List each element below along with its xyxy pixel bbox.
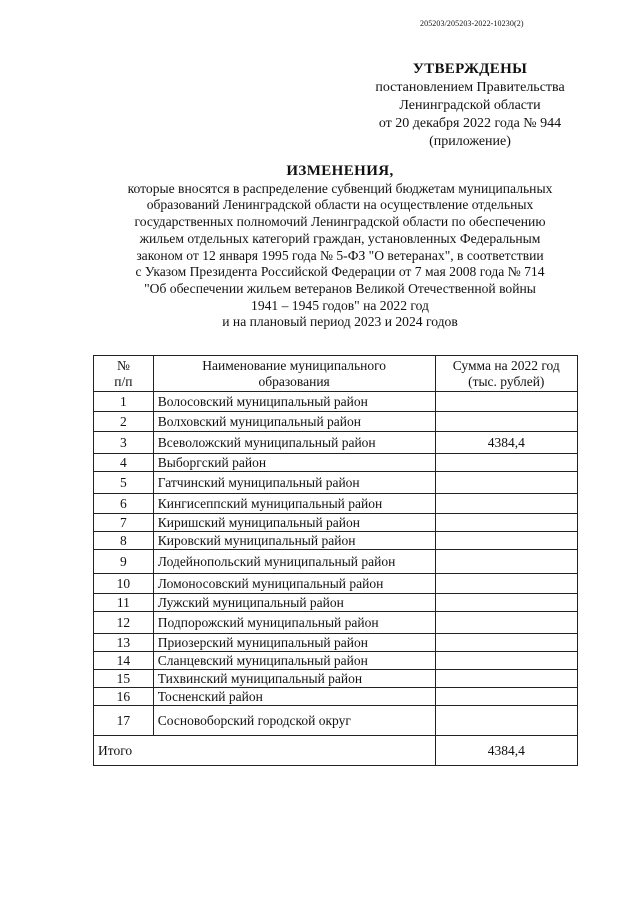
row-sum (435, 514, 577, 532)
row-municipality: Гатчинский муниципальный район (153, 472, 435, 494)
row-sum (435, 494, 577, 514)
table-row (94, 574, 578, 594)
row-sum (435, 652, 577, 670)
table-row (94, 532, 578, 550)
row-sum (435, 550, 577, 574)
row-number: 17 (94, 706, 154, 736)
table-row (94, 706, 578, 736)
table-total-row (94, 736, 578, 766)
row-sum (435, 392, 577, 412)
title-line: жильем отдельных категорий граждан, установленных Федеральным (139, 230, 541, 246)
row-municipality: Лодейнопольский муниципальный район (153, 550, 435, 574)
document-title (60, 163, 620, 331)
document-id: 205203/205203-2022-10230(2) (420, 19, 524, 28)
approval-line: постановлением Правительства (375, 80, 565, 95)
table-row (94, 670, 578, 688)
subvention-table (93, 355, 578, 766)
title-line: и на плановый период 2023 и 2024 годов (222, 314, 458, 330)
row-sum: 4384,4 (435, 432, 577, 454)
table-row (94, 392, 578, 412)
title-line: законом от 12 января 1995 года № 5-ФЗ "О ветеранах", в соответствии (136, 247, 544, 263)
row-municipality: Кингисеппский муниципальный район (153, 494, 435, 514)
header-num: № п/п (94, 356, 154, 392)
row-municipality: Кировский муниципальный район (153, 532, 435, 550)
row-number: 5 (94, 472, 154, 494)
row-municipality: Волховский муниципальный район (153, 412, 435, 432)
table-header-row (94, 356, 578, 392)
row-municipality: Сосновоборский городской округ (153, 706, 435, 736)
row-municipality: Лужский муниципальный район (153, 594, 435, 612)
table-row (94, 612, 578, 634)
row-sum (435, 706, 577, 736)
row-number: 14 (94, 652, 154, 670)
row-sum (435, 412, 577, 432)
row-municipality: Приозерский муниципальный район (153, 634, 435, 652)
row-number: 4 (94, 454, 154, 472)
row-municipality: Тосненский район (153, 688, 435, 706)
table-row (94, 514, 578, 532)
row-number: 6 (94, 494, 154, 514)
header-sum: Сумма на 2022 год (тыс. рублей) (435, 356, 577, 392)
row-municipality: Ломоносовский муниципальный район (153, 574, 435, 594)
row-sum (435, 688, 577, 706)
table-row (94, 550, 578, 574)
row-number: 12 (94, 612, 154, 634)
row-sum (435, 532, 577, 550)
row-municipality: Сланцевский муниципальный район (153, 652, 435, 670)
row-number: 7 (94, 514, 154, 532)
row-municipality: Подпорожский муниципальный район (153, 612, 435, 634)
title-line: с Указом Президента Российской Федерации от 7 мая 2008 года № 714 (135, 264, 545, 280)
approval-block (345, 60, 595, 151)
table-row (94, 412, 578, 432)
table-row (94, 494, 578, 514)
row-municipality: Выборгский район (153, 454, 435, 472)
row-municipality: Всеволожский муниципальный район (153, 432, 435, 454)
row-number: 16 (94, 688, 154, 706)
approval-line: (приложение) (429, 134, 511, 149)
row-number: 11 (94, 594, 154, 612)
row-number: 10 (94, 574, 154, 594)
title-line: которые вносятся в распределение субвенций бюджетам муниципальных (127, 180, 553, 196)
row-number: 1 (94, 392, 154, 412)
row-number: 2 (94, 412, 154, 432)
total-label: Итого (94, 736, 436, 766)
title-line: "Об обеспечении жильем ветеранов Великой Отечественной войны (144, 280, 536, 296)
total-sum: 4384,4 (435, 736, 577, 766)
table-row (94, 454, 578, 472)
row-sum (435, 472, 577, 494)
row-number: 13 (94, 634, 154, 652)
table-row (94, 652, 578, 670)
approval-line: Ленинградской области (399, 98, 541, 113)
header-name: Наименование муниципального образования (153, 356, 435, 392)
row-municipality: Волосовский муниципальный район (153, 392, 435, 412)
row-sum (435, 594, 577, 612)
table-row (94, 432, 578, 454)
row-municipality: Тихвинский муниципальный район (153, 670, 435, 688)
row-number: 9 (94, 550, 154, 574)
row-sum (435, 634, 577, 652)
title-line: 1941 – 1945 годов" на 2022 год (251, 297, 429, 313)
table-row (94, 472, 578, 494)
title-heading: ИЗМЕНЕНИЯ, (286, 163, 394, 179)
title-line: государственных полномочий Ленинградской области по обеспечению (134, 214, 546, 230)
table-row (94, 634, 578, 652)
table-row (94, 688, 578, 706)
approval-line: от 20 декабря 2022 года № 944 (378, 116, 562, 131)
row-sum (435, 670, 577, 688)
row-number: 15 (94, 670, 154, 688)
row-sum (435, 612, 577, 634)
table-row (94, 594, 578, 612)
row-number: 3 (94, 432, 154, 454)
row-sum (435, 454, 577, 472)
row-number: 8 (94, 532, 154, 550)
row-municipality: Киришский муниципальный район (153, 514, 435, 532)
row-sum (435, 574, 577, 594)
title-line: образований Ленинградской области на осуществление отдельных (146, 197, 534, 213)
approval-heading: УТВЕРЖДЕНЫ (412, 61, 528, 77)
